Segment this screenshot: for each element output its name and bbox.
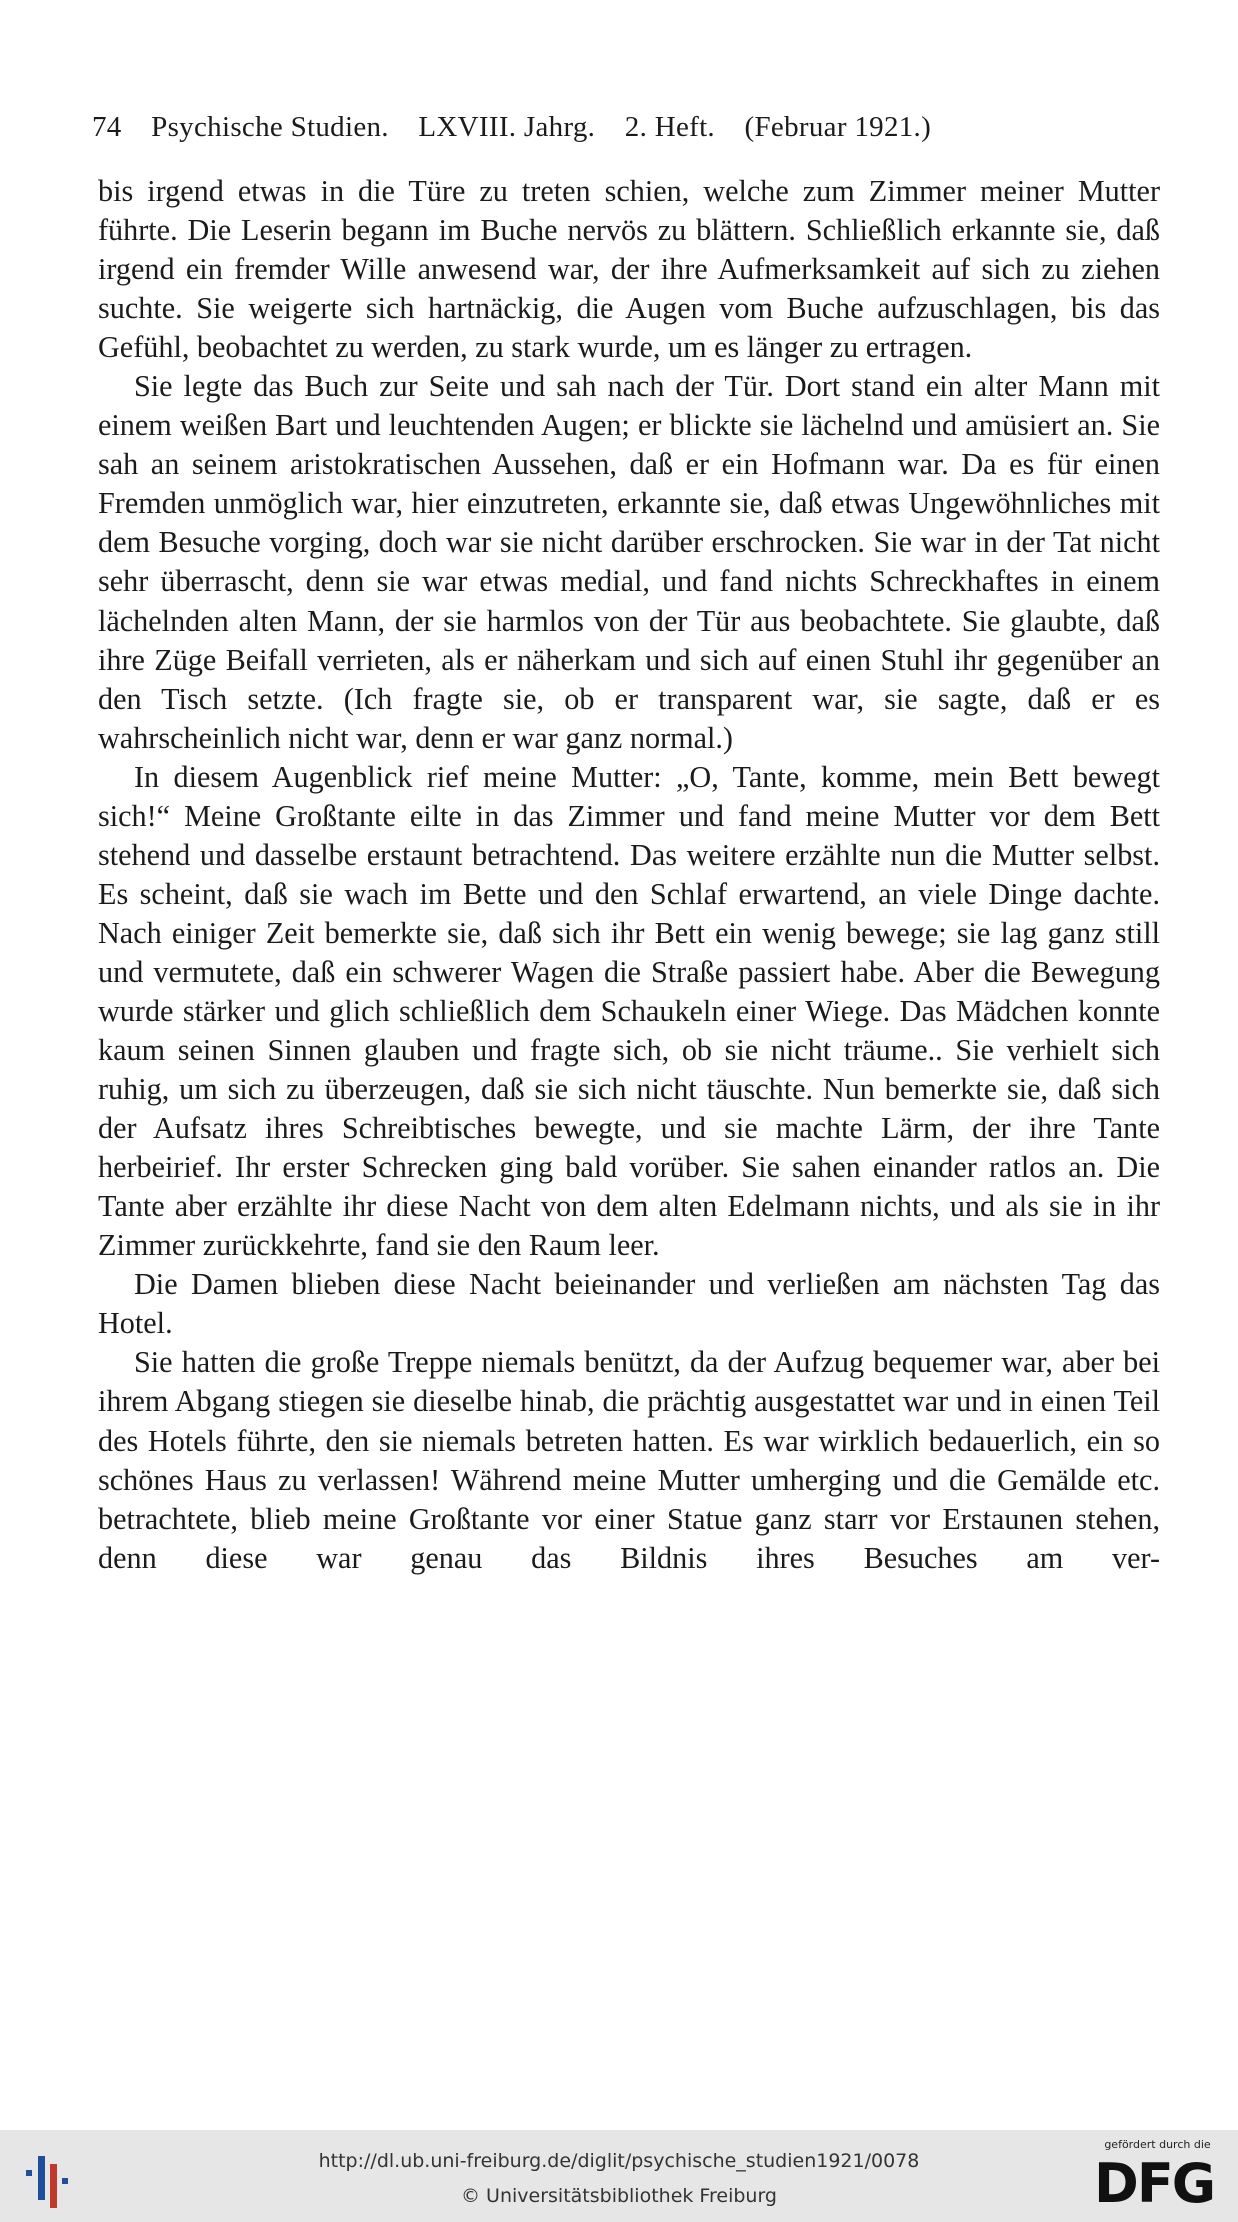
dfg-mark: DFG xyxy=(1094,2152,1215,2215)
dfg-caption: gefördert durch die xyxy=(1104,2138,1211,2151)
running-head xyxy=(92,111,1162,144)
source-url-link[interactable]: http://dl.ub.uni-freiburg.de/diglit/psychische_studien1921/0078 xyxy=(318,2150,920,2172)
paragraph-3: In diesem Augenblick rief meine Mutter: „O, Tante, komme, mein Bett bewegt sich!“ Meine Großtante eilte in das Zimmer und fand meine Mutter vor dem Bett stehend und dasselbe erstaunt betrachtend. Das weitere erzählte nun die Mutter selbst. Es scheint, daß sie wach im Bette und den Schlaf erwartend, an viele Dinge dachte. Nach einiger Zeit bemerkte sie, daß sich ihr Bett ein wenig bewege; sie lag ganz still und vermutete, daß ein schwerer Wagen die Straße passiert habe. Aber die Bewegung wurde stärker und glich schließlich dem Schaukeln einer Wiege. Das Mädchen konnte kaum seinen Sinnen glauben und fragte sich, ob sie nicht träume.. Sie verhielt sich ruhig, um sich zu überzeugen, daß sie sich nicht täuschte. Nun bemerkte sie, daß sich der Aufsatz ihres Schreibtisches bewegte, und sie machte Lärm, der ihre Tante herbeirief. Ihr erster Schrecken ging bald vorüber. Sie sahen einander ratlos an. Die Tante aber erzählte ihr diese Nacht von dem alten Edelmann nichts, und als sie in ihr Zimmer zurückkehrte, fand sie den Raum leer. xyxy=(98,759,1160,1263)
volume-label: LXVIII. Jahrg. xyxy=(418,111,596,143)
issue-label: 2. Heft. xyxy=(624,111,715,143)
paragraph-1: bis irgend etwas in die Türe zu treten schien, welche zum Zimmer meiner Mutter führte. Die Leserin begann im Buche nervös zu blättern. Schließlich erkannte sie, daß irgend ein fremder Wille anwesend war, der ihre Aufmerksamkeit auf sich zu ziehen suchte. Sie weigerte sich hartnäckig, die Augen vom Buche aufzuschlagen, bis das Gefühl, beobachtet zu werden, zu stark wurde, um es länger zu ertragen. xyxy=(98,174,1160,365)
paragraph-5: Sie hatten die große Treppe niemals benützt, da der Aufzug bequemer war, aber bei ihrem Abgang stiegen sie dieselbe hinab, die prächtig ausgestattet war und in einen Teil des Hotels führte, den sie niemals betreten hatten. Es war wirklich bedauerlich, ein so schönes Haus zu verlassen! Während meine Mutter umherging und die Gemälde etc. betrachtete, blieb meine Großtante vor einer Statue ganz starr vor Erstaunen stehen, denn diese war genau das Bildnis ihres Besuches am ver- xyxy=(98,1345,1160,1575)
journal-title: Psychische Studien. xyxy=(151,111,389,143)
page-number: 74 xyxy=(92,111,122,143)
paragraph-4: Die Damen blieben diese Nacht beieinander und verließen am nächsten Tag das Hotel. xyxy=(98,1267,1160,1341)
body-text xyxy=(98,172,1160,1578)
dfg-logo xyxy=(1090,2138,1225,2218)
issue-date: (Februar 1921.) xyxy=(744,111,932,143)
digitization-footer xyxy=(0,2130,1238,2222)
paragraph-2: Sie legte das Buch zur Seite und sah nach der Tür. Dort stand ein alter Mann mit einem weißen Bart und leuchtenden Augen; er blickte sie lächelnd und amüsiert an. Sie sah an seinem aristokratischen Aussehen, daß er ein Hofmann war. Da es für einen Fremden unmöglich war, hier einzutreten, erkannte sie, daß etwas Ungewöhnliches mit dem Besuche vorging, doch war sie nicht darüber erschrocken. Sie war in der Tat nicht sehr überrascht, denn sie war etwas medial, und fand nichts Schreckhaftes in einem lächelnden alten Mann, der sie harmlos von der Tür aus beobachtete. Sie glaubte, daß ihre Züge Beifall verrieten, als er näherkam und sich auf einen Stuhl ihr gegenüber an den Tisch setzte. (Ich fragte sie, ob er transparent war, sie sagte, daß er es wahrscheinlich nicht war, denn er war ganz normal.) xyxy=(98,369,1160,755)
copyright-notice: © Universitätsbibliothek Freiburg xyxy=(461,2185,777,2207)
